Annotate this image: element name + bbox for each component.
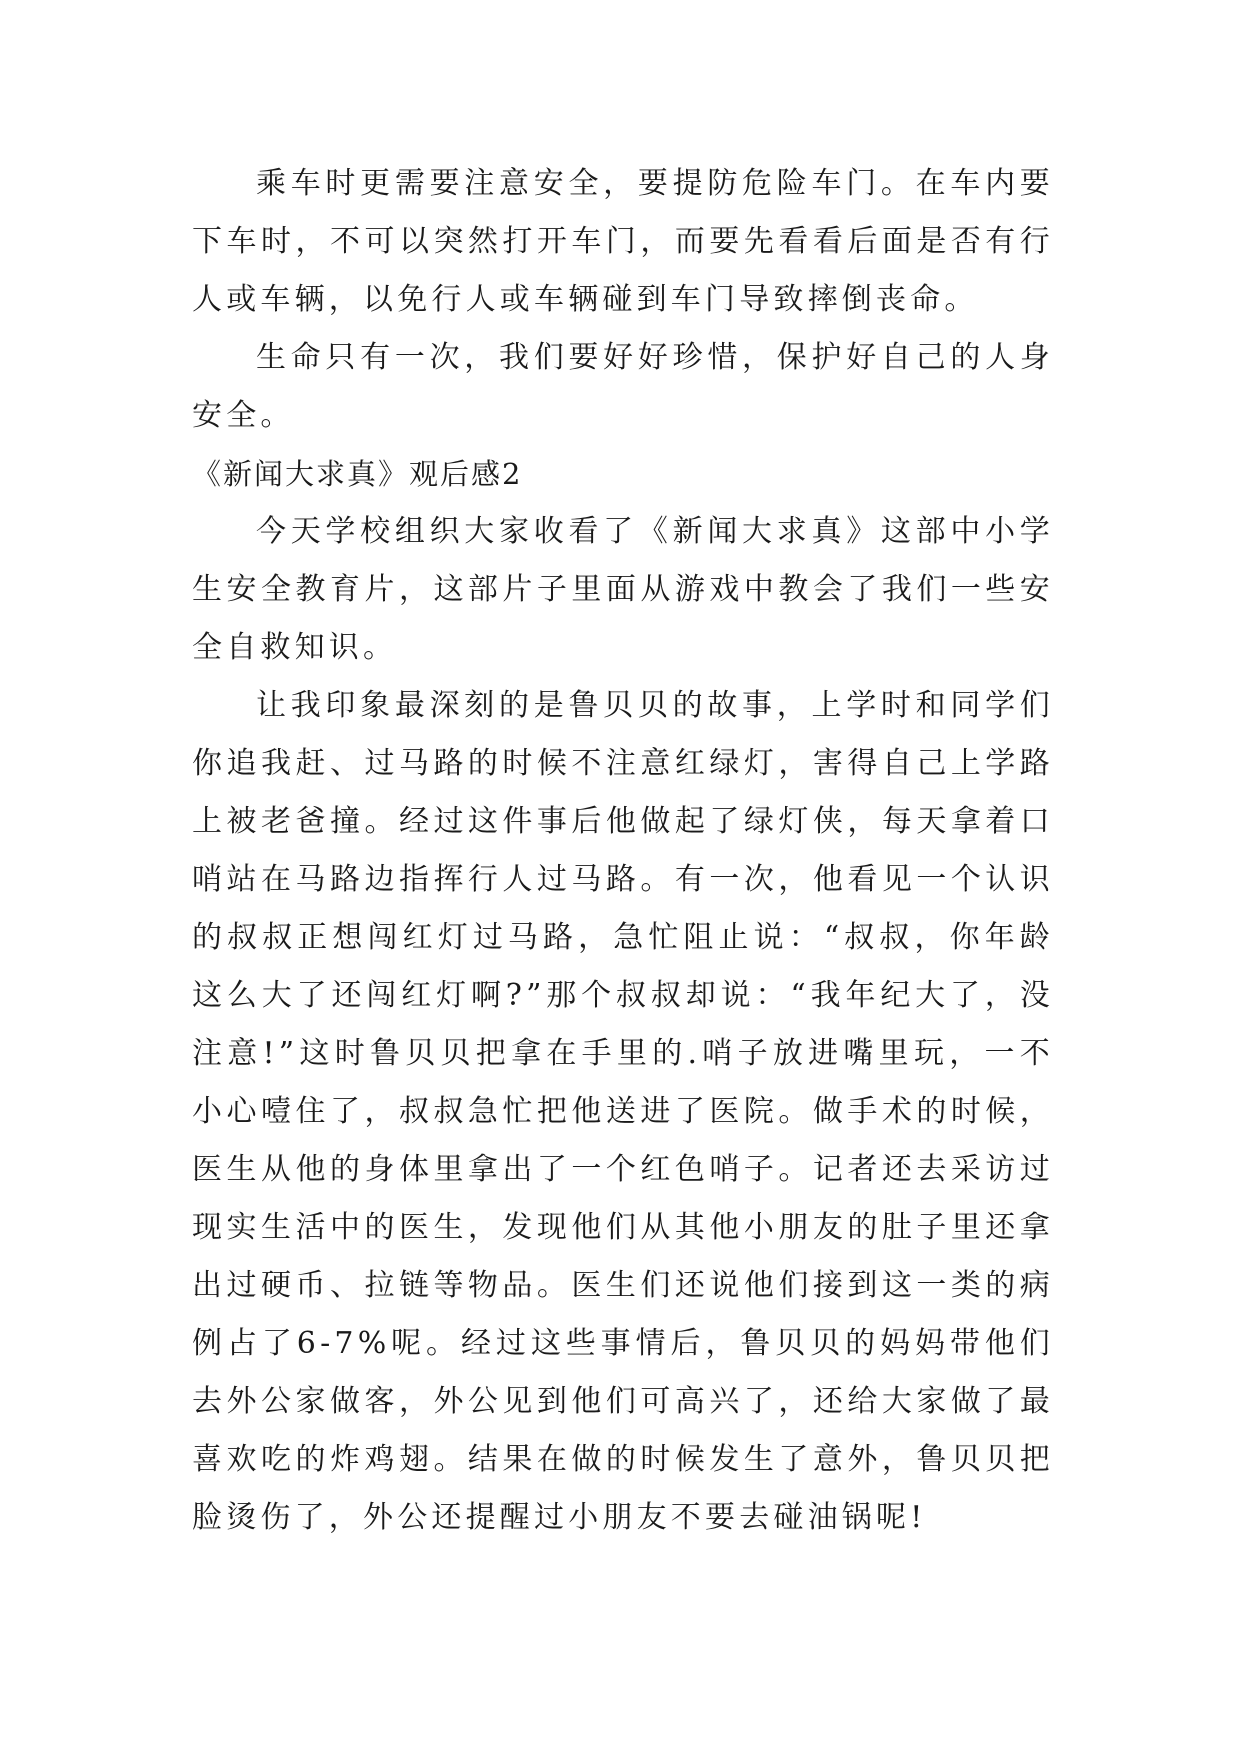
paragraph-cherish-life: 生命只有一次，我们要好好珍惜，保护好自己的人身安全。 <box>192 340 1054 433</box>
paragraph-car-door-safety: 乘车时更需要注意安全，要提防危险车门。在车内要下车时，不可以突然打开车门，而要先看看后面是否有行人或车辆，以免行人或车辆碰到车门导致摔倒丧命。 <box>192 166 1054 317</box>
section-heading: 《新闻大求真》观后感2 <box>192 457 523 491</box>
paragraph-story: 让我印象最深刻的是鲁贝贝的故事，上学时和同学们你追我赶、过马路的时候不注意红绿灯，害得自己上学路上被老爸撞。经过这件事后他做起了绿灯侠，每天拿着口哨站在马路边指挥行人过马路。有一次，他看见一个认识的叔叔正想闯红灯过马路，急忙阻止说：“叔叔，你年龄这么大了还闯红灯啊?”那个叔叔却说：“我年纪大了，没注意!”这时鲁贝贝把拿在手里的.哨子放进嘴里玩，一不小心噎住了，叔叔急忙把他送进了医院。做手术的时候，医生从他的身体里拿出了一个红色哨子。记者还去采访过现实生活中的医生，发现他们从其他小朋友的肚子里还拿出过硬币、拉链等物品。医生们还说他们接到这一类的病例占了6-7%呢。经过这些事情后，鲁贝贝的妈妈带他们去外公家做客，外公见到他们可高兴了，还给大家做了最喜欢吃的炸鸡翅。结果在做的时候发生了意外，鲁贝贝把脸烫伤了，外公还提醒过小朋友不要去碰油锅呢! <box>192 688 1054 1535</box>
document-body <box>192 155 1054 1547</box>
paragraph-intro: 今天学校组织大家收看了《新闻大求真》这部中小学生安全教育片，这部片子里面从游戏中教会了我们一些安全自救知识。 <box>192 514 1054 665</box>
